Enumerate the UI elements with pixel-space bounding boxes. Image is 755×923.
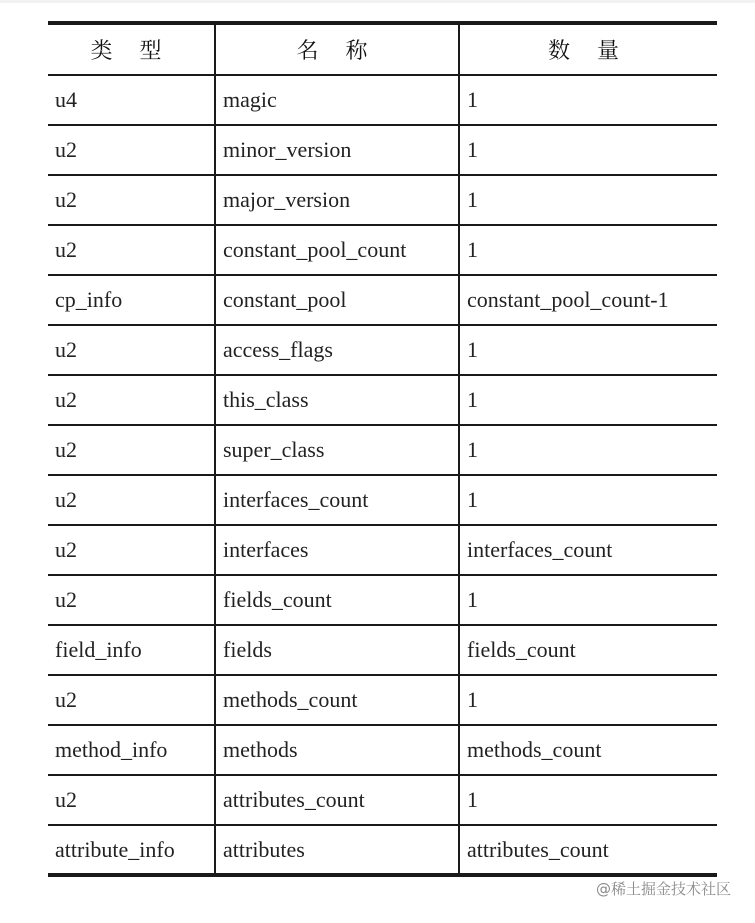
cell-type: field_info bbox=[48, 625, 215, 675]
table-row bbox=[48, 175, 717, 225]
class-file-structure-table bbox=[48, 21, 717, 877]
table-row bbox=[48, 325, 717, 375]
cell-count: methods_count bbox=[459, 725, 717, 775]
cell-name: this_class bbox=[215, 375, 459, 425]
cell-name: interfaces bbox=[215, 525, 459, 575]
cell-count: 1 bbox=[459, 475, 717, 525]
table-body bbox=[48, 75, 717, 875]
header-count: 数 量 bbox=[459, 23, 717, 75]
table-row bbox=[48, 775, 717, 825]
table-row bbox=[48, 575, 717, 625]
cell-type: u2 bbox=[48, 675, 215, 725]
cell-type: u2 bbox=[48, 325, 215, 375]
cell-name: constant_pool bbox=[215, 275, 459, 325]
table-row bbox=[48, 225, 717, 275]
cell-type: u2 bbox=[48, 225, 215, 275]
cell-name: constant_pool_count bbox=[215, 225, 459, 275]
cell-count: fields_count bbox=[459, 625, 717, 675]
cell-count: interfaces_count bbox=[459, 525, 717, 575]
watermark: @稀土掘金技术社区 bbox=[595, 880, 731, 898]
cell-count: 1 bbox=[459, 375, 717, 425]
cell-count: 1 bbox=[459, 425, 717, 475]
table-row bbox=[48, 625, 717, 675]
table-row bbox=[48, 125, 717, 175]
cell-name: interfaces_count bbox=[215, 475, 459, 525]
header-type: 类 型 bbox=[48, 23, 215, 75]
cell-name: attributes bbox=[215, 825, 459, 875]
cell-count: 1 bbox=[459, 125, 717, 175]
table-header bbox=[48, 23, 717, 75]
cell-type: u2 bbox=[48, 475, 215, 525]
cell-name: methods bbox=[215, 725, 459, 775]
cell-count: 1 bbox=[459, 575, 717, 625]
cell-type: cp_info bbox=[48, 275, 215, 325]
table-row bbox=[48, 275, 717, 325]
cell-name: super_class bbox=[215, 425, 459, 475]
table-row bbox=[48, 375, 717, 425]
cell-count: 1 bbox=[459, 175, 717, 225]
cell-name: major_version bbox=[215, 175, 459, 225]
cell-name: attributes_count bbox=[215, 775, 459, 825]
cell-count: 1 bbox=[459, 225, 717, 275]
cell-count: 1 bbox=[459, 325, 717, 375]
cell-name: fields bbox=[215, 625, 459, 675]
cell-type: u2 bbox=[48, 425, 215, 475]
table-row bbox=[48, 825, 717, 875]
top-edge bbox=[0, 0, 755, 3]
table-row bbox=[48, 675, 717, 725]
table-row bbox=[48, 725, 717, 775]
cell-type: u2 bbox=[48, 125, 215, 175]
cell-type: u2 bbox=[48, 175, 215, 225]
cell-type: u2 bbox=[48, 375, 215, 425]
cell-count: 1 bbox=[459, 75, 717, 125]
cell-type: u2 bbox=[48, 525, 215, 575]
cell-name: minor_version bbox=[215, 125, 459, 175]
cell-name: access_flags bbox=[215, 325, 459, 375]
cell-count: constant_pool_count-1 bbox=[459, 275, 717, 325]
table-row bbox=[48, 475, 717, 525]
cell-type: u2 bbox=[48, 775, 215, 825]
table-row bbox=[48, 75, 717, 125]
cell-count: 1 bbox=[459, 675, 717, 725]
cell-type: method_info bbox=[48, 725, 215, 775]
cell-name: methods_count bbox=[215, 675, 459, 725]
cell-count: attributes_count bbox=[459, 825, 717, 875]
cell-count: 1 bbox=[459, 775, 717, 825]
cell-type: u4 bbox=[48, 75, 215, 125]
table-row bbox=[48, 525, 717, 575]
cell-type: attribute_info bbox=[55, 836, 175, 862]
cell-name: magic bbox=[215, 75, 459, 125]
header-row bbox=[48, 23, 717, 75]
table-row bbox=[48, 425, 717, 475]
cell-type: u2 bbox=[48, 575, 215, 625]
header-name: 名 称 bbox=[215, 23, 459, 75]
cell-name: fields_count bbox=[215, 575, 459, 625]
